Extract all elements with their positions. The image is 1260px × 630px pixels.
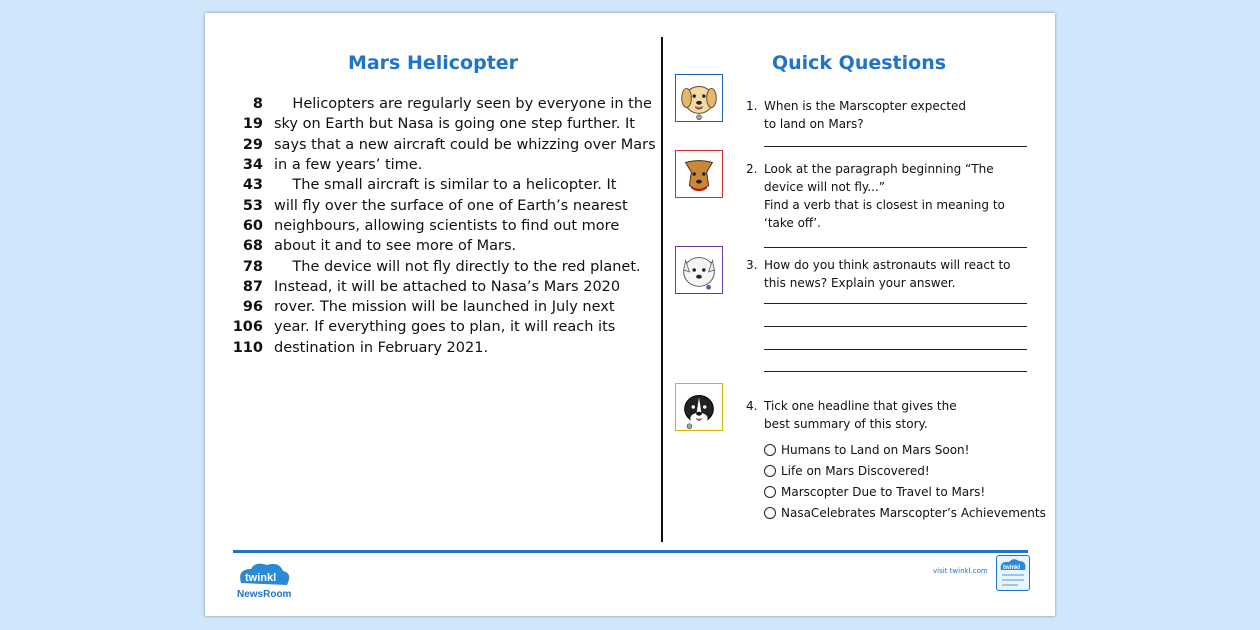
line-text: The device will not fly directly to the red planet. bbox=[274, 258, 641, 275]
collie-icon bbox=[675, 383, 723, 431]
passage-line bbox=[225, 236, 656, 256]
answer-line[interactable] bbox=[764, 371, 1027, 372]
column-divider bbox=[661, 37, 663, 542]
twinkl-newsroom-logo bbox=[235, 559, 305, 603]
passage-line bbox=[225, 216, 656, 236]
passage-line bbox=[225, 155, 656, 175]
word-count: 106 bbox=[232, 319, 263, 336]
passage-text bbox=[225, 94, 656, 358]
line-text: neighbours, allowing scientists to find out more bbox=[274, 217, 620, 234]
answer-line[interactable] bbox=[764, 326, 1027, 327]
passage-line bbox=[225, 277, 656, 297]
line-text: sky on Earth but Nasa is going one step further. It bbox=[274, 116, 635, 133]
white-dog-icon bbox=[675, 246, 723, 294]
headline-option[interactable] bbox=[764, 485, 985, 499]
question-text: Find a verb that is closest in meaning to ‘take off’. bbox=[764, 198, 1005, 230]
option-label: NasaCelebrates Marscopter’s Achievements bbox=[781, 506, 1046, 520]
word-count: 53 bbox=[242, 197, 263, 214]
headline-option[interactable] bbox=[764, 443, 969, 457]
line-text: destination in February 2021. bbox=[274, 339, 489, 356]
passage-line bbox=[225, 338, 656, 358]
word-count: 29 bbox=[242, 136, 263, 153]
question-number: 2. bbox=[746, 162, 758, 176]
line-text: year. If everything goes to plan, it will reach its bbox=[274, 319, 616, 336]
word-count: 68 bbox=[242, 238, 263, 255]
tick-circle-icon[interactable] bbox=[764, 486, 776, 498]
badge-text: twinkl bbox=[1003, 565, 1021, 571]
option-label: Marscopter Due to Travel to Mars! bbox=[781, 485, 986, 499]
question-text: When is the Marscopter expected to land on Mars? bbox=[764, 99, 967, 131]
line-text: will fly over the surface of one of Earth’s nearest bbox=[274, 197, 628, 214]
worksheet-page bbox=[205, 13, 1055, 616]
question-text: How do you think astronauts will react to this news? Explain your answer. bbox=[764, 258, 1011, 290]
passage-line bbox=[225, 256, 656, 276]
line-text: about it and to see more of Mars. bbox=[274, 238, 517, 255]
tick-circle-icon[interactable] bbox=[764, 465, 776, 477]
headline-option[interactable] bbox=[764, 506, 1046, 520]
line-text: says that a new aircraft could be whizzing over Mars bbox=[274, 136, 656, 153]
word-count: 43 bbox=[242, 177, 263, 194]
quality-badge bbox=[996, 555, 1030, 591]
word-count: 19 bbox=[242, 116, 263, 133]
answer-line[interactable] bbox=[764, 146, 1027, 147]
word-count: 8 bbox=[252, 96, 263, 113]
questions-title: Quick Questions bbox=[771, 52, 947, 74]
word-count: 34 bbox=[242, 157, 263, 174]
question-number: 4. bbox=[746, 399, 758, 413]
question-3 bbox=[675, 246, 1035, 371]
word-count: 96 bbox=[242, 299, 263, 316]
passage-title: Mars Helicopter bbox=[347, 52, 519, 74]
answer-line[interactable] bbox=[764, 349, 1027, 350]
tick-circle-icon[interactable] bbox=[764, 444, 776, 456]
visit-link[interactable]: visit twinkl.com bbox=[933, 567, 988, 575]
passage-line bbox=[225, 195, 656, 215]
tick-circle-icon[interactable] bbox=[764, 507, 776, 519]
logo-top-text: twinkl bbox=[245, 572, 277, 584]
question-1 bbox=[675, 74, 1035, 144]
question-4 bbox=[675, 383, 1046, 520]
word-count: 60 bbox=[242, 217, 263, 234]
line-text: Helicopters are regularly seen by everyone in the bbox=[274, 96, 652, 113]
line-text: rover. The mission will be launched in July next bbox=[274, 299, 615, 316]
option-label: Humans to Land on Mars Soon! bbox=[781, 443, 970, 457]
question-text: Look at the paragraph beginning “The device will not fly...” bbox=[764, 162, 994, 194]
option-label: Life on Mars Discovered! bbox=[781, 464, 930, 478]
word-count: 78 bbox=[242, 258, 263, 275]
word-count: 110 bbox=[232, 339, 263, 356]
line-text: The small aircraft is similar to a helicopter. It bbox=[274, 177, 617, 194]
logo-bottom-text: NewsRoom bbox=[237, 589, 292, 600]
terrier-icon bbox=[675, 150, 723, 198]
question-2 bbox=[675, 150, 1035, 240]
passage-line bbox=[225, 317, 656, 337]
word-count: 87 bbox=[242, 278, 263, 295]
golden-retriever-icon bbox=[675, 74, 723, 122]
passage-line bbox=[225, 94, 656, 114]
footer-rule bbox=[233, 550, 1028, 553]
passage-line bbox=[225, 175, 656, 195]
headline-option[interactable] bbox=[764, 464, 930, 478]
line-text: in a few years’ time. bbox=[274, 157, 423, 174]
question-number: 3. bbox=[746, 258, 758, 272]
question-number: 1. bbox=[746, 99, 758, 113]
answer-line[interactable] bbox=[764, 303, 1027, 304]
line-text: Instead, it will be attached to Nasa’s Mars 2020 bbox=[274, 278, 621, 295]
passage-line bbox=[225, 297, 656, 317]
passage-line bbox=[225, 114, 656, 134]
question-text: Tick one headline that gives the best summary of this story. bbox=[764, 399, 957, 431]
passage-line bbox=[225, 135, 656, 155]
